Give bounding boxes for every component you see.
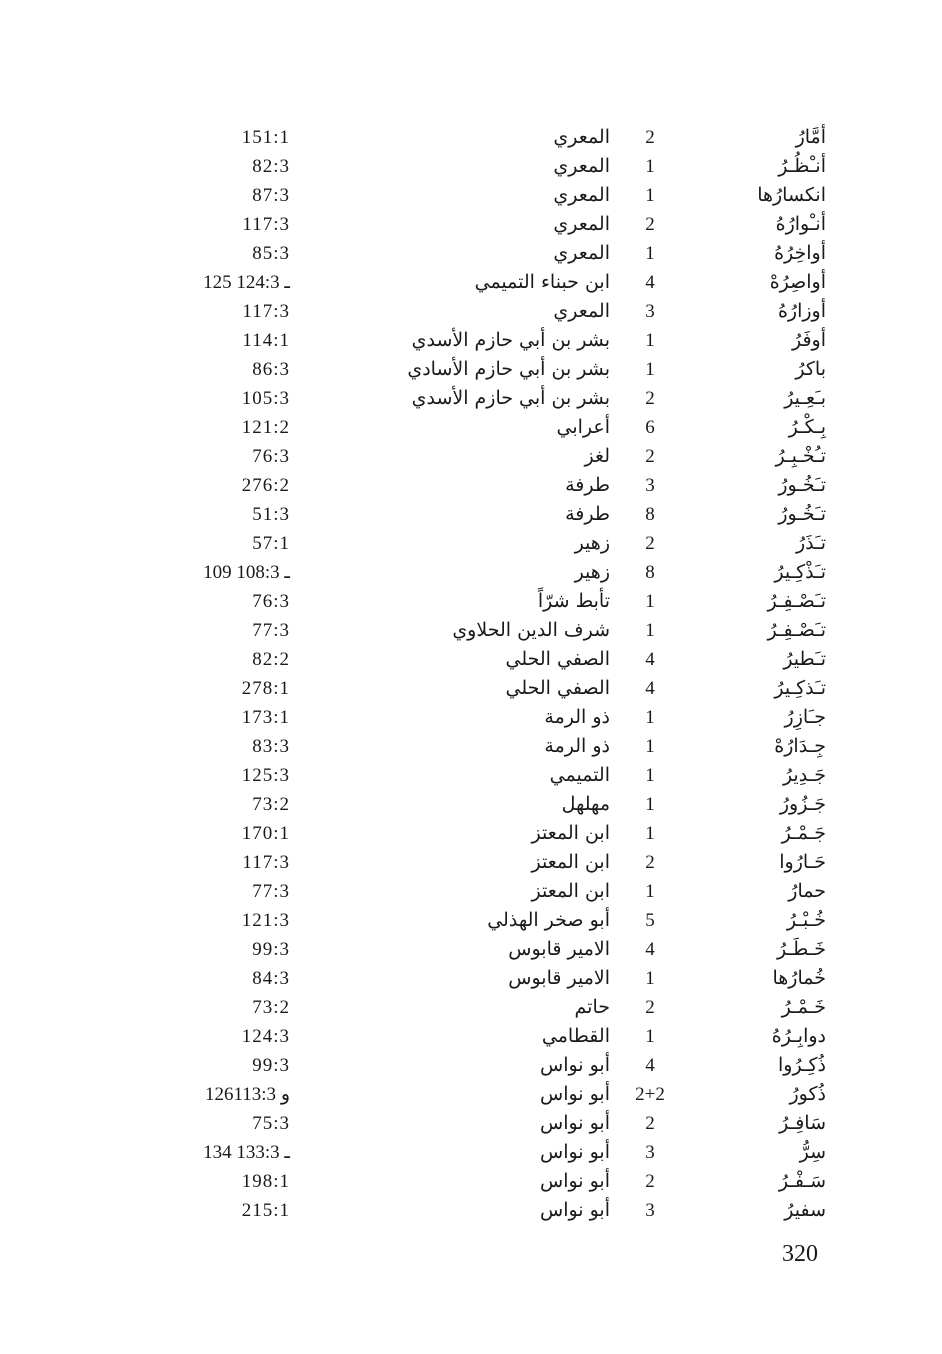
poet-name: المعري [553,213,610,235]
rhyme-word: تـَذَرُ [795,532,826,554]
rhyme-word: أواصِرُهْ [769,271,826,293]
index-table [0,123,942,1225]
verse-count: 4 [645,1055,655,1076]
poet-name: مهلهل [561,793,610,815]
index-row [0,326,942,355]
verse-count: 1 [645,359,655,380]
rhyme-word: حمارُ [788,880,826,902]
rhyme-word: أنـْوارُهُ [775,213,826,235]
volume-page-ref: 121:3 [241,910,290,931]
volume-page-ref: 82:2 [252,649,290,670]
volume-page-ref: 76:3 [252,446,290,467]
rhyme-word: خُـبْـرُ [786,909,826,931]
volume-page-ref: 125 ـ 124:3 [203,272,290,293]
index-row [0,210,942,239]
index-row [0,355,942,384]
rhyme-word: بِـكْـرُ [788,416,826,438]
index-row [0,993,942,1022]
volume-page-ref: 117:3 [242,301,290,322]
poet-name: ابن المعتز [531,822,610,844]
rhyme-word: سَـفْـرُ [778,1170,826,1192]
rhyme-word: أوفَرُ [791,329,826,351]
rhyme-word: دوابِـرُهُ [771,1025,826,1047]
index-row [0,529,942,558]
poet-name: ابن المعتز [531,851,610,873]
poet-name: التميمي [549,764,610,786]
volume-page-ref: 170:1 [241,823,290,844]
poet-name: ابن المعتز [531,880,610,902]
verse-count: 3 [645,1142,655,1163]
poet-name: بشر بن أبي حازم الأسدي [411,329,610,351]
verse-count: 2 [645,1171,655,1192]
poet-name: المعري [553,126,610,148]
verse-count: 1 [645,765,655,786]
verse-count: 1 [645,185,655,206]
volume-page-ref: 77:3 [252,881,290,902]
index-row [0,790,942,819]
poet-name: بشر بن أبي حازم الأسادي [407,358,610,380]
verse-count: 4 [645,649,655,670]
poet-name: المعري [553,242,610,264]
volume-page-ref: 121:2 [241,417,290,438]
volume-page-ref: 73:2 [252,997,290,1018]
verse-count: 1 [645,736,655,757]
volume-page-ref: 114:1 [242,330,290,351]
volume-page-ref: 84:3 [252,968,290,989]
poet-name: تأبط شرّاً [537,590,610,612]
verse-count: 3 [645,1200,655,1221]
rhyme-word: أمَّارُ [795,126,826,148]
index-row [0,471,942,500]
verse-count: 2 [645,214,655,235]
poet-name: لغز [584,445,610,467]
poet-name: أبو نواس [540,1141,610,1163]
verse-count: 1 [645,881,655,902]
verse-count: 1 [645,968,655,989]
index-row [0,1022,942,1051]
rhyme-word: تـَذكِـيرُ [774,677,826,699]
volume-page-ref: 125:3 [241,765,290,786]
volume-page-ref: 173:1 [241,707,290,728]
volume-page-ref: 85:3 [252,243,290,264]
index-row [0,268,942,297]
volume-page-ref: 57:1 [252,533,290,554]
poet-name: القطامي [541,1025,610,1047]
index-row [0,732,942,761]
rhyme-word: تـَطيرُ [783,648,826,670]
poet-name: المعري [553,300,610,322]
verse-count: 3 [645,475,655,496]
verse-count: 2 [645,997,655,1018]
rhyme-word: تـَخُـورُ [778,474,826,496]
volume-page-ref: 134 ـ 133:3 [203,1142,290,1163]
volume-page-ref: 82:3 [252,156,290,177]
rhyme-word: جَـمْـرُ [781,822,826,844]
index-row [0,442,942,471]
poet-name: أعرابي [556,416,610,438]
volume-page-ref: 77:3 [252,620,290,641]
poet-name: شرف الدين الحلاوي [452,619,610,641]
volume-page-ref: 109 ـ 108:3 [203,562,290,583]
volume-page-ref: 126و 113:3 [204,1084,290,1105]
verse-count: 6 [645,417,655,438]
volume-page-ref: 75:3 [252,1113,290,1134]
verse-count: 2+2 [635,1084,665,1105]
index-row [0,1167,942,1196]
verse-count: 4 [645,678,655,699]
poet-name: الامير قابوس [508,967,610,989]
index-row [0,906,942,935]
index-row [0,674,942,703]
poet-name: أبو نواس [540,1112,610,1134]
rhyme-word: خَـطَـرُ [777,938,826,960]
rhyme-word: سِرُّ [799,1141,826,1163]
volume-page-ref: 105:3 [241,388,290,409]
rhyme-word: جـَازِرُ [784,706,826,728]
rhyme-word: سفيرُ [784,1199,826,1221]
volume-page-ref: 117:3 [242,214,290,235]
index-row [0,761,942,790]
index-row [0,964,942,993]
rhyme-word: جَـزُورُ [779,793,826,815]
rhyme-word: باكرُ [795,358,826,380]
verse-count: 2 [645,446,655,467]
volume-page-ref: 99:3 [252,939,290,960]
index-row [0,1051,942,1080]
index-row [0,413,942,442]
volume-page-ref: 151:1 [241,127,290,148]
poet-name: طرفة [565,503,610,525]
poet-name: الامير قابوس [508,938,610,960]
verse-count: 2 [645,388,655,409]
verse-count: 1 [645,330,655,351]
volume-page-ref: 83:3 [252,736,290,757]
rhyme-word: أواخِرُهُ [774,242,826,264]
rhyme-word: تـَصْـفِـرُ [767,619,826,641]
volume-page-ref: 76:3 [252,591,290,612]
index-row [0,1196,942,1225]
verse-count: 1 [645,707,655,728]
verse-count: 1 [645,823,655,844]
index-row [0,819,942,848]
verse-count: 4 [645,939,655,960]
volume-page-ref: 198:1 [241,1171,290,1192]
index-row [0,1080,942,1109]
verse-count: 1 [645,591,655,612]
rhyme-word: سَافِـرُ [779,1112,826,1134]
volume-page-ref: 87:3 [252,185,290,206]
verse-count: 1 [645,156,655,177]
index-row [0,1138,942,1167]
poet-name: ذو الرمة [544,735,610,757]
rhyme-word: انكسارُها [757,184,826,206]
poet-name: المعري [553,155,610,177]
verse-count: 2 [645,127,655,148]
poet-name: الصفي الحلي [505,677,610,699]
index-row [0,500,942,529]
poet-name: المعري [553,184,610,206]
index-row [0,558,942,587]
index-row [0,587,942,616]
poet-name: أبو نواس [540,1083,610,1105]
volume-page-ref: 99:3 [252,1055,290,1076]
volume-page-ref: 86:3 [252,359,290,380]
index-row [0,877,942,906]
rhyme-word: جَـدِيرُ [782,764,826,786]
verse-count: 1 [645,620,655,641]
poet-name: أبو نواس [540,1170,610,1192]
poet-name: الصفي الحلي [505,648,610,670]
poet-name: ذو الرمة [544,706,610,728]
rhyme-word: جِـدَارُهْ [774,735,826,757]
volume-page-ref: 278:1 [241,678,290,699]
index-row [0,645,942,674]
index-row [0,152,942,181]
poet-name: أبو صخر الهذلي [487,909,610,931]
poet-name: ابن حبناء التميمي [474,271,610,293]
volume-page-ref: 51:3 [252,504,290,525]
rhyme-word: ذُكِـرُوا [777,1054,826,1076]
index-row [0,239,942,268]
rhyme-word: ذُكورُ [789,1083,826,1105]
verse-count: 5 [645,910,655,931]
poet-name: طرفة [565,474,610,496]
rhyme-word: تـَصْـفِـرُ [767,590,826,612]
volume-page-ref: 215:1 [241,1200,290,1221]
index-row [0,935,942,964]
verse-count: 2 [645,1113,655,1134]
index-row [0,181,942,210]
index-row [0,297,942,326]
rhyme-word: خُمارُها [772,967,826,989]
poet-name: زهير [574,561,610,583]
verse-count: 4 [645,272,655,293]
rhyme-word: أنـْظُـرُ [778,155,826,177]
verse-count: 1 [645,1026,655,1047]
verse-count: 8 [645,562,655,583]
volume-page-ref: 73:2 [252,794,290,815]
verse-count: 2 [645,533,655,554]
rhyme-word: تـَخُـورُ [778,503,826,525]
index-row [0,384,942,413]
index-row [0,703,942,732]
index-row [0,848,942,877]
index-row [0,616,942,645]
verse-count: 8 [645,504,655,525]
rhyme-word: حَـارُوا [779,851,826,873]
verse-count: 2 [645,852,655,873]
poet-name: أبو نواس [540,1054,610,1076]
index-row [0,123,942,152]
rhyme-word: أوزارُهُ [777,300,826,322]
rhyme-word: تـُخْـبِـرُ [775,445,826,467]
rhyme-word: بـَعِـيرُ [784,387,826,409]
poet-name: بشر بن أبي حازم الأسدي [411,387,610,409]
volume-page-ref: 276:2 [241,475,290,496]
poet-name: حاتم [574,996,610,1018]
verse-count: 1 [645,794,655,815]
volume-page-ref: 124:3 [241,1026,290,1047]
verse-count: 1 [645,243,655,264]
verse-count: 3 [645,301,655,322]
poet-name: أبو نواس [540,1199,610,1221]
rhyme-word: تـَذْكِـيرُ [774,561,826,583]
rhyme-word: خَـمْـرُ [781,996,826,1018]
poet-name: زهير [574,532,610,554]
index-row [0,1109,942,1138]
volume-page-ref: 117:3 [242,852,290,873]
page-number: 320 [782,1241,818,1267]
